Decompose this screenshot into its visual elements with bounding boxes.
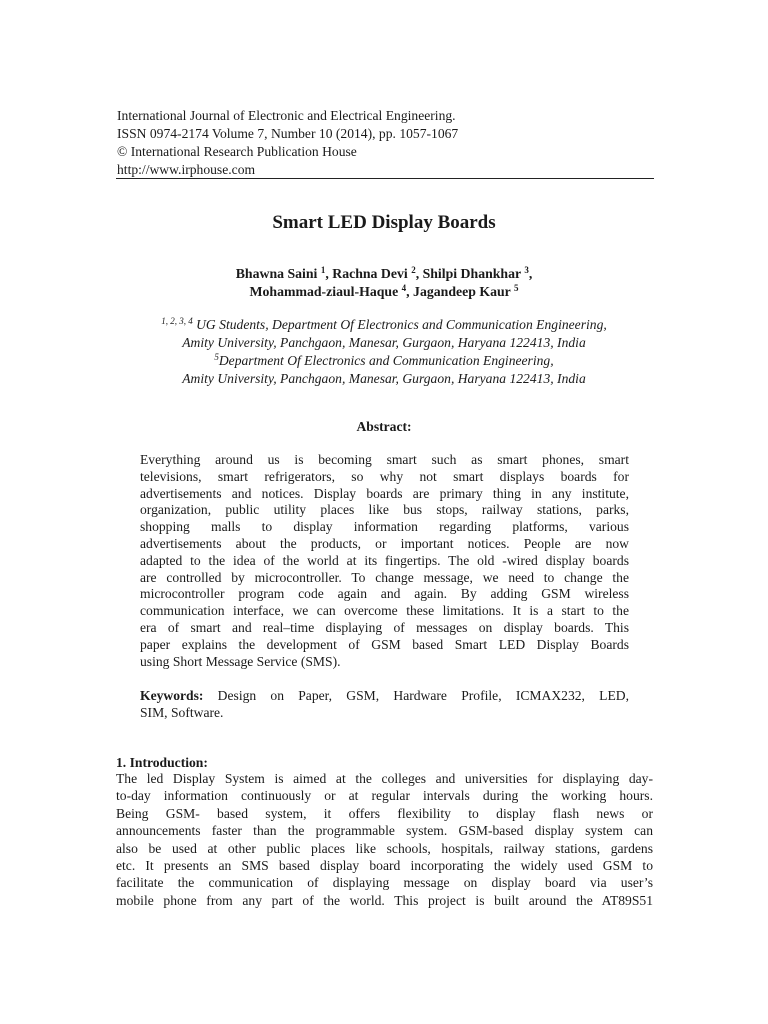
keywords-text: Design on Paper, GSM, Hardware Profile, ICMAX232, LED, [203, 688, 629, 703]
author-name: , Rachna Devi [325, 266, 408, 281]
author-superscript: 1 [320, 265, 326, 275]
author-list [0, 265, 768, 301]
author-line-2 [0, 283, 768, 301]
section-heading-introduction: 1. Introduction: [116, 755, 208, 770]
author-name: Bhawna Saini [235, 266, 318, 281]
abstract-heading: Abstract: [356, 419, 412, 434]
affiliations [0, 316, 768, 388]
abstract-line: adapted to the idea of the world at its fingertips. The old -wired display boards [140, 552, 629, 568]
affiliation-text: Department Of Electronics and Communication Engineering, [218, 353, 554, 368]
abstract-body [140, 452, 629, 670]
body-line: announcements faster than the programmable system. GSM-based display system can [116, 823, 653, 839]
affiliation-line [0, 352, 768, 370]
body-line: facilitate the communication of displaying message on display board via user’s [116, 875, 653, 891]
affiliation-line [0, 316, 768, 334]
abstract-line: microcontroller program code again and again. By adding GSM wireless [140, 586, 629, 602]
keywords-label: Keywords: [140, 688, 204, 703]
keywords-line [140, 687, 629, 704]
paper-title: Smart LED Display Boards [272, 212, 496, 233]
affiliation-line: Amity University, Panchgaon, Manesar, Gurgaon, Haryana 122413, India [182, 335, 586, 350]
author-superscript: 2 [411, 265, 416, 275]
author-line-1 [0, 265, 768, 283]
affiliation-line: Amity University, Panchgaon, Manesar, Gurgaon, Haryana 122413, India [182, 371, 586, 386]
abstract-line: using Short Message Service (SMS). [140, 653, 341, 669]
journal-header [117, 107, 458, 179]
keywords-line: SIM, Software. [140, 705, 224, 720]
abstract-line: advertisements and notices. Display boards are primary thing in any institute, [140, 485, 629, 501]
abstract-line: Everything around us is becoming smart such as smart phones, smart [140, 452, 629, 467]
abstract-line: televisions, smart refrigerators, so why not smart displays boards for [140, 468, 629, 484]
journal-publisher: © International Research Publication House [117, 144, 357, 159]
body-line: also be used at other public places like schools, hospitals, railway stations, gardens [116, 840, 653, 856]
author-superscript: 5 [514, 283, 519, 293]
abstract-line: organization, public utility places like bus stops, railway stations, parks, [140, 502, 629, 518]
author-name: , Jagandeep Kaur [406, 284, 511, 299]
abstract-line: are controlled by microcontroller. To change message, we need to change the [140, 569, 629, 585]
abstract-line: shopping malls to display information regarding platforms, various [140, 519, 629, 535]
journal-issn: ISSN 0974-2174 Volume 7, Number 10 (2014), pp. 1057-1067 [117, 126, 459, 141]
abstract-line: era of smart and real–time displaying of messages on display boards. This [140, 619, 629, 635]
body-line: Being GSM- based system, it offers flexibility to display flash news or [116, 805, 653, 821]
abstract-line: paper explains the development of GSM based Smart LED Display Boards [140, 636, 629, 652]
affiliation-superscript: 1, 2, 3, 4 [161, 316, 193, 326]
body-line: to-day information continuously or at regular intervals during the working hours. [116, 788, 653, 804]
affiliation-text: UG Students, Department Of Electronics and Communication Engineering, [192, 317, 607, 332]
body-line: etc. It presents an SMS based display board incorporating the widely used GSM to [116, 857, 653, 873]
journal-name: International Journal of Electronic and Electrical Engineering. [117, 108, 456, 123]
body-line: mobile phone from any part of the world. This project is built around the AT89S51 [116, 892, 653, 908]
author-superscript: 3 [524, 265, 529, 275]
author-separator: , [528, 266, 533, 281]
keywords [140, 687, 629, 721]
header-divider [116, 178, 654, 179]
journal-url: http://www.irphouse.com [117, 162, 256, 177]
introduction-body [116, 770, 653, 909]
author-superscript: 4 [401, 283, 407, 293]
author-name: Mohammad-ziaul-Haque [249, 284, 399, 299]
author-name: , Shilpi Dhankhar [415, 266, 521, 281]
body-line: The led Display System is aimed at the colleges and universities for displaying day- [116, 771, 653, 786]
affiliation-superscript: 5 [214, 352, 219, 362]
abstract-line: advertisements about the products, or important notices. People are now [140, 535, 629, 551]
abstract-line: communication interface, we can overcome these limitations. It is a start to the [140, 603, 629, 619]
